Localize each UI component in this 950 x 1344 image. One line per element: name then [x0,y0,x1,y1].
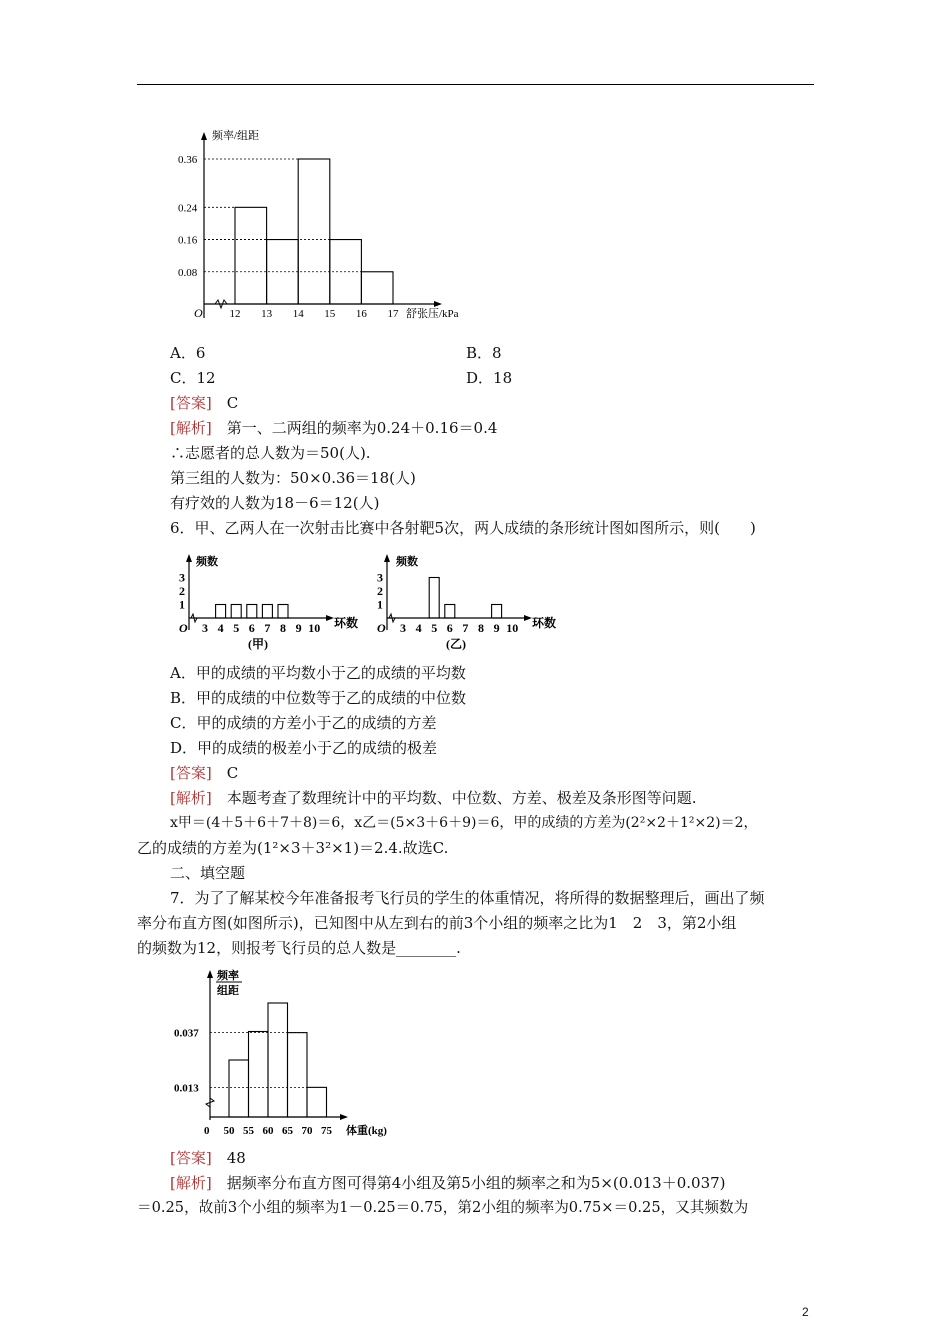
c3-x-tick: 55 [243,1125,254,1137]
c1-x-label: 舒张压/kPa [406,308,459,320]
c2a-bar [247,605,257,619]
c1-y-arrow [201,132,207,140]
q7-stem-3: 的频数为12，则报考飞行员的总人数是________. [137,939,461,957]
c1-bar [235,207,267,304]
c2a-x-tick: 8 [280,621,286,635]
c2a-x-tick: 4 [217,621,224,635]
c3-bar [307,1087,327,1117]
c2b-y-tick: 2 [377,584,383,598]
c3-bar [249,1032,269,1118]
section-title-fill-in: 二、填空题 [170,864,246,882]
c2b-bar [492,605,502,619]
analysis-tag: [解析] [170,789,212,807]
c2a-origin: O [179,621,188,635]
c2a-x-arrow [326,615,334,621]
c1-y-label: 频率/组距 [212,130,260,142]
answer-tag: [答案] [170,394,212,412]
c3-bar [229,1060,249,1117]
q6-answer [170,763,238,783]
c2b-y-tick: 3 [377,570,383,585]
c3-x-label: 体重(kg) [346,1125,387,1137]
q6-analysis-2: x甲＝(4＋5＋6＋7＋8)＝6，x乙＝(5×3＋6＋9)＝6，甲的成绩的方差为(2²×2＋1²×2)＝2， [170,815,758,831]
q6-analysis-1 [170,788,697,808]
q5-analysis-1 [170,418,497,438]
q7-answer [170,1148,246,1168]
c2a-title: (甲) [248,637,268,651]
analysis-text: 第一、二两组的频率为0.24＋0.16＝0.4 [226,419,498,437]
c1-origin: O [194,306,203,320]
q6-analysis-3: 乙的成绩的方差为(1²×3＋3²×1)＝2.4.故选C. [137,839,449,857]
q5-option-c: C．12 [170,369,216,387]
c2b-x-tick: 9 [493,621,500,635]
q6-option-b: B．甲的成绩的中位数等于乙的成绩的中位数 [170,689,467,707]
c2a-x-tick: 3 [202,621,208,635]
c1-x-tick: 14 [292,308,304,320]
c2a-y-tick: 3 [179,570,185,585]
q6-bar-chart-jia [174,550,374,660]
answer-value: 48 [226,1149,246,1167]
c2b-y-arrow [384,554,390,562]
c2b-y-label: 频数 [396,556,418,568]
c2b-x-tick: 8 [478,621,484,635]
c3-x-tick: 65 [282,1125,293,1137]
c1-x-tick: 15 [324,308,336,320]
c1-x-tick: 17 [387,308,399,320]
c2b-origin: O [377,621,386,635]
q5-histogram [170,126,490,326]
c2a-y-tick: 1 [179,597,185,612]
c3-y-tick: 0.037 [174,1027,199,1040]
q6-stem: 6．甲、乙两人在一次射击比赛中各射靶5次，两人成绩的条形统计图如图所示，则( ) [170,519,756,537]
analysis-text: 本题考查了数理统计中的平均数、中位数、方差、极差及条形图等问题. [226,789,697,807]
c2b-x-tick: 7 [462,621,469,635]
c3-y-label-bottom: 组距 [217,985,239,997]
analysis-tag: [解析] [170,419,212,437]
c2b-x-tick: 5 [431,621,438,635]
c2b-title: (乙) [446,637,466,651]
q7-stem-1: 7．为了了解某校今年准备报考飞行员的学生的体重情况，将所得的数据整理后，画出了频 [170,889,765,907]
c1-x-arrow [434,301,442,307]
q7-analysis-2: ＝0.25，故前3个小组的频率为1－0.25＝0.75，第2小组的频率为0.75×＝0.25，又其频数为 [137,1199,749,1216]
q5-answer [170,393,238,413]
c2a-x-tick: 5 [233,621,240,635]
c2a-x-tick: 10 [308,621,321,635]
c1-y-tick: 0.24 [178,202,198,215]
c1-bar [361,272,393,304]
q5-analysis-4: 有疗效的人数为18－6＝12(人) [170,494,380,512]
c3-x-tick: 60 [262,1125,274,1137]
c2a-x-tick: 6 [248,621,255,635]
c2b-x-arrow [524,615,532,621]
q6-option-c: C．甲的成绩的方差小于乙的成绩的方差 [170,714,437,732]
answer-value: C [226,764,239,782]
c2a-bar [278,605,288,619]
q6-option-d: D．甲的成绩的极差小于乙的成绩的极差 [170,739,438,757]
c2b-x-tick: 4 [415,621,422,635]
c2b-x-tick: 3 [400,621,406,635]
c3-y-arrow [207,970,213,978]
c3-bar [268,1003,288,1117]
c2b-x-label: 环数 [532,616,557,630]
c1-x-tick: 13 [261,308,273,320]
c3-bar [288,1033,308,1117]
c3-x-tick: 70 [301,1125,313,1137]
header-rule [137,84,814,85]
c2b-y-tick: 1 [377,597,383,612]
c2a-y-arrow [186,554,192,562]
q5-option-d: D．18 [466,369,513,387]
q6-bar-chart-yi [372,550,572,660]
c3-y-label-top: 频率 [217,970,239,982]
c2b-bar [429,578,439,619]
c1-y-tick: 0.36 [178,154,198,166]
analysis-text: 据频率分布直方图可得第4小组及第5小组的频率之和为5×(0.013＋0.037) [226,1174,726,1192]
c2a-y-label: 频数 [196,556,218,568]
q6-option-a: A．甲的成绩的平均数小于乙的成绩的平均数 [170,664,466,682]
answer-tag: [答案] [170,1149,212,1167]
c3-x-tick: 50 [223,1125,235,1137]
q7-stem-2: 率分布直方图(如图所示)，已知图中从左到右的前3个小组的频率之比为1 2 3，第2小组 [137,914,737,932]
c2a-x-tick: 7 [264,621,271,635]
q5-analysis-2: ∴志愿者的总人数为＝50(人). [170,444,371,462]
page-number: 2 [802,1305,809,1319]
c3-x-arrow [340,1114,348,1120]
c2a-x-tick: 9 [295,621,302,635]
c1-x-tick: 12 [229,308,241,320]
q5-analysis-3: 第三组的人数为：50×0.36＝18(人) [170,469,416,487]
c2b-x-tick: 6 [446,621,453,635]
c1-x-tick: 16 [355,308,367,320]
c1-y-tick: 0.08 [178,266,198,279]
c2a-bar [231,605,241,619]
q7-analysis-1 [170,1173,726,1193]
c2a-bar [262,605,272,619]
q5-option-a: A．6 [170,344,206,362]
c2b-x-tick: 10 [506,621,519,635]
q5-option-b: B．8 [466,344,502,362]
c3-x-tick: 75 [321,1125,332,1137]
c2a-bar [216,605,226,619]
analysis-tag: [解析] [170,1174,212,1192]
c2a-x-label: 环数 [334,616,359,630]
q7-histogram [170,964,410,1144]
c3-y-tick: 0.013 [174,1082,199,1095]
c1-bar [298,159,330,304]
answer-tag: [答案] [170,764,212,782]
c3-origin: 0 [204,1125,210,1137]
answer-value: C [226,394,239,412]
c2a-y-tick: 2 [179,584,185,598]
c1-y-tick: 0.16 [178,234,198,247]
c2b-bar [445,605,455,619]
